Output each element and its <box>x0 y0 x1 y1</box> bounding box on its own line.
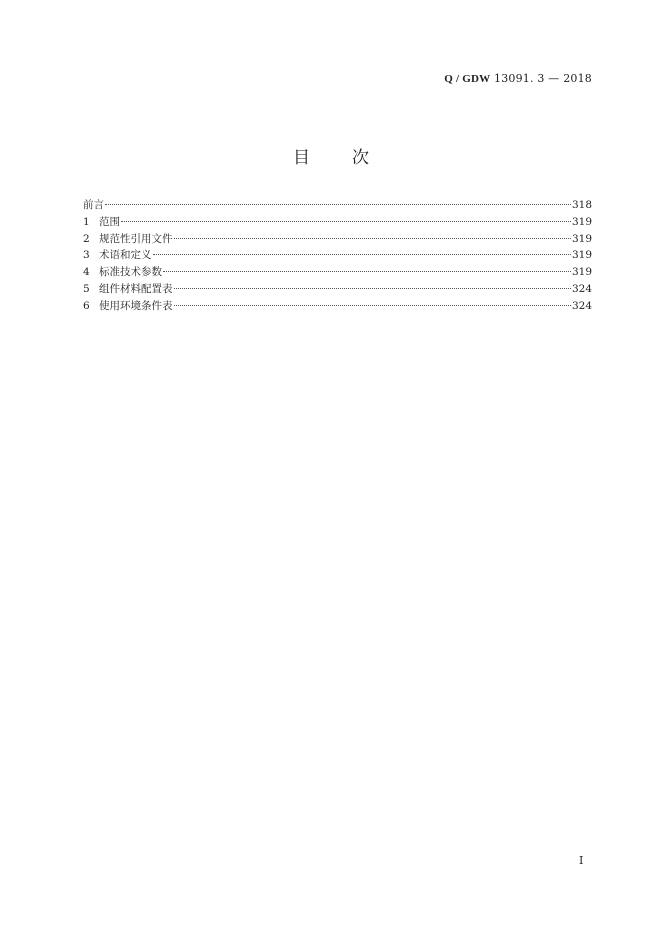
toc-leader-dots <box>174 287 571 289</box>
toc-leader-dots <box>163 270 571 272</box>
toc-entry-5[interactable] <box>83 281 592 298</box>
toc-entry-4[interactable] <box>83 264 592 281</box>
toc-entry-1[interactable] <box>83 214 592 231</box>
toc-entry-3[interactable] <box>83 247 592 264</box>
toc-entry-number: 3 <box>83 249 90 262</box>
title-char-2: 次 <box>352 148 369 168</box>
toc-leader-dots <box>174 304 571 306</box>
standard-number: 13091. 3 — 2018 <box>494 72 592 85</box>
toc-entry-page: 324 <box>571 282 592 295</box>
toc-entry-number: 2 <box>83 232 90 245</box>
toc-entry-2[interactable] <box>83 231 592 248</box>
toc-leader-dots <box>121 220 571 222</box>
title-char-1: 目 <box>293 148 310 168</box>
toc-entry-6[interactable] <box>83 298 592 315</box>
toc-leader-dots <box>105 203 571 205</box>
toc-entry-page: 324 <box>571 299 592 312</box>
toc-entry-foreword[interactable] <box>83 197 592 214</box>
toc-entry-label: 术语和定义 <box>99 249 152 262</box>
toc-entry-label: 组件材料配置表 <box>99 282 173 295</box>
document-header <box>444 72 592 85</box>
standard-code: Q / GDW <box>444 73 491 85</box>
toc-entry-page: 319 <box>571 232 592 245</box>
toc-entry-number: 5 <box>83 282 90 295</box>
toc-entry-page: 319 <box>571 215 592 228</box>
toc-entry-label: 范围 <box>99 215 120 228</box>
toc-entry-number: 4 <box>83 266 90 279</box>
toc-leader-dots <box>174 237 571 239</box>
toc-entry-page: 319 <box>571 266 592 279</box>
toc-entry-page: 318 <box>571 199 592 211</box>
toc-entry-label: 使用环境条件表 <box>99 299 173 312</box>
page-title <box>0 143 662 168</box>
toc-entry-number: 6 <box>83 299 90 312</box>
toc-entry-page: 319 <box>571 249 592 262</box>
page-number: I <box>579 854 584 867</box>
toc-leader-dots <box>153 253 571 255</box>
toc-entry-label: 规范性引用文件 <box>99 232 173 245</box>
toc-entry-label: 前言 <box>83 199 104 211</box>
toc-entry-label: 标准技术参数 <box>99 266 162 279</box>
toc-entry-number: 1 <box>83 215 90 228</box>
table-of-contents <box>83 197 592 315</box>
